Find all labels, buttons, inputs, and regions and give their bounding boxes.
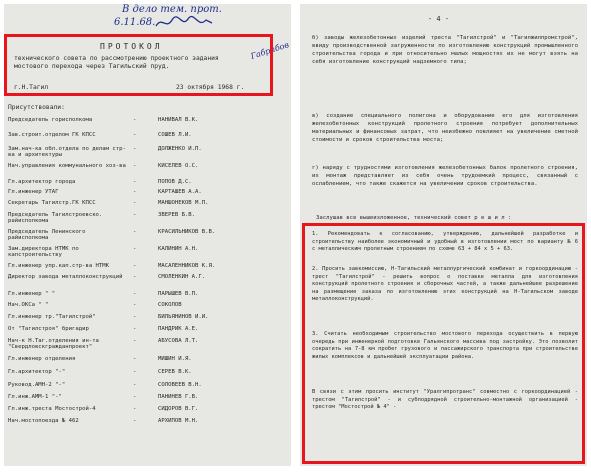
attendee-role: От "Тагилстроя" бригадир — [8, 326, 89, 332]
margin-note: Габрибов — [249, 40, 291, 61]
attendee-name: КИСЕЛЕВ О.С. — [158, 163, 199, 169]
attendee-name: МИШИН И.Я. — [158, 356, 192, 362]
left-document-page: В дело тем. прот. 6.11.68. ПРОТОКОЛ технического совета по рассмотрению проектного задания мостового перехода через Тагильский пруд. Габрибов г.Н.Тагил 23 октября 1968 г. Присутствовали: Председатель горисполкома - НАНИВАЛ В.К. Зав.строит.отделом ГК КПСС - СОШЕВ Л.И. Зам.нач-ка обл.отдела по делам стр-ва и архитектуры - ДОЛЖЕНКО И.П. Нач.управления коммунального хоз-ва - КИСЕЛЕВ О.С. Гл.архитектор города - ПОПОВ Д.С. Гл.инженер УТАГ - КАРТАШЕВ А.А. Секретарь Тагилстр.ГК КПСС - МАНШОНЕКОВ М.П. Председатель Тагилстроевско. райисполкома - ЗВЕРЕВ Б.В. Председатель Ленинского райисполкома - КРАСИЛЬНИКОВ В.В. Зам.директора НТМК по капстроительству - КАЛИНИН А.Н. Гл.инженер упр.кап.стр-ва НТМК - МАСАЛЕННИКОВ К.Я. Директор завода металлоконструкций - СМОЛЕНКИН А.Г. Гл.инженер " " - ПАРЫШЕВ В.П. Нач.ОКСа " " - СОКОЛОВ Гл.инженер тр."Тагилстрой" - БИЛЬЯНИНОВ И.И. От "Тагилстроя" бригадир - ПАНДРИК А.Е. Нач-к Н.Таг.отделения ин-та "Свердловскгражданпроект" - АБУСОВА Л.Т. Гл.инженер отделения - МИШИН И.Я. Гл.архитектор "-" - СЕРЕВ В.К. Руковод.АМН-2 "-" - СОЛОВЕЕВ В.Н. Гл.инж.АММ-1 "-" - ПАНИНЕВ Г.В. Гл.инж.треста Мостострой-4 - СИДОРОВ В.Г. Нач.мостопоезда № 462 - АРХИПОВ М.Н. — [4, 4, 291, 466]
attendee-name: ДОЛЖЕНКО И.П. — [158, 146, 202, 152]
attendee-name: ЗВЕРЕВ Б.В. — [158, 212, 196, 218]
attendee-role: Зам.нач-ка обл.отдела по делам стр-ва и архитектуры — [8, 146, 126, 159]
attendee-role: Секретарь Тагилстр.ГК КПСС — [8, 200, 96, 206]
attendee-role: Нач-к Н.Таг.отделения ин-та "Свердловскгражданпроект" — [8, 338, 99, 351]
attendee-name: КАЛИНИН А.Н. — [158, 246, 199, 252]
attendee-name: СОЛОВЕЕВ В.Н. — [158, 382, 202, 388]
attendee-name: СЕРЕВ В.К. — [158, 369, 192, 375]
attendee-name: ПАНДРИК А.Е. — [158, 326, 199, 332]
city-label: г.Н.Тагил — [14, 84, 49, 91]
attendee-role: Гл.инженер отделения — [8, 356, 76, 362]
highlight-box-header — [4, 34, 273, 96]
attendee-role: Зам.директора НТМК по капстроительству — [8, 246, 79, 259]
handwritten-note: В дело тем. прот. — [122, 4, 222, 15]
attendee-role: Гл.инж.АММ-1 "-" — [8, 394, 62, 400]
attendee-name: СИДОРОВ В.Г. — [158, 406, 199, 412]
handwritten-date: 6.11.68. — [114, 17, 156, 28]
attendee-role: Председатель горисполкома — [8, 117, 93, 123]
attendee-name: ПАНИНЕВ Г.В. — [158, 394, 199, 400]
attendee-role: Нач.ОКСа " " — [8, 302, 49, 308]
attendee-role: Председатель Ленинского райисполкома — [8, 229, 86, 242]
attendee-name: СОКОЛОВ — [158, 302, 182, 308]
attendee-name: СМОЛЕНКИН А.Г. — [158, 274, 206, 280]
attendee-role: Нач.управления коммунального хоз-ва — [8, 163, 126, 169]
signature-image — [154, 14, 214, 32]
highlight-box-decisions — [302, 223, 585, 464]
resolution-intro: Заслушав все вышеизложенное, технический совет р е ш и л : — [316, 215, 512, 221]
attendee-role: Директор завода металлоконструкций — [8, 274, 123, 280]
attendee-role: Зав.строит.отделом ГК КПСС — [8, 132, 96, 138]
attendee-role: Гл.архитектор "-" — [8, 369, 66, 375]
decision-3-continued: В связи с этим просить институт "Уралгипротранс" совместно с горкоординацией - трестом "Тагилстрой" - и субподрядной строительно-монтажной организацией - трестом "Мостострой № 4" - — [312, 389, 578, 411]
attendee-name: КАРТАШЕВ А.А. — [158, 189, 202, 195]
attendee-role: Председатель Тагилстроевско. райисполкома — [8, 212, 103, 225]
decision-1: 1. Рекомендовать к согласованию, утверждению, дальнейшей разработке и строительству наиболее экономичный и удобный в изготовлении мост по варианту № 6 с металлическим пролетным строением по схеме 63 + 84 х 5 + 63. — [312, 231, 578, 253]
paragraph-g: г) наряду с трудностями изготовления железобетонных балок пролетного строения, их монтаж представляет из себя очень трудоемкий процесс, связанный с ослаблением, что также скажется на увеличении сроков строительства. — [312, 165, 578, 187]
attendee-name: АРХИПОВ М.Н. — [158, 418, 199, 424]
attendee-name: МАСАЛЕННИКОВ К.Я. — [158, 263, 216, 269]
attendee-name: ПОПОВ Д.С. — [158, 179, 192, 185]
protocol-header-line-1: технического совета по рассмотрению проектного задания — [14, 55, 219, 62]
attendee-name: АБУСОВА Л.Т. — [158, 338, 199, 344]
attendee-name: НАНИВАЛ В.К. — [158, 117, 199, 123]
protocol-header-line-2: мостового перехода через Тагильский пруд. — [14, 63, 170, 70]
attendee-role: Гл.инженер УТАГ — [8, 189, 59, 195]
attendee-role: Гл.инженер " " — [8, 291, 56, 297]
attendee-name: СОШЕВ Л.И. — [158, 132, 192, 138]
decision-3: 3. Считать необходимым строительство мостового перехода осуществить в первую очередь при инженерной подготовке Гальянского массива под застройку. Это позволит сократить на 7-8 км пробег грузового и пассажирского транспорта при строительстве жилых комплексов и дальнейшей эксплуатации района. — [312, 331, 578, 360]
protocol-date: 23 октября 1968 г. — [176, 84, 245, 91]
page-number: - 4 - — [428, 15, 450, 23]
right-document-page — [300, 4, 587, 466]
present-label: Присутствовали: — [8, 104, 65, 111]
attendee-role: Гл.архитектор города — [8, 179, 76, 185]
attendee-role: Руковод.АМН-2 "-" — [8, 382, 66, 388]
attendee-name: ПАРЫШЕВ В.П. — [158, 291, 199, 297]
attendee-role: Гл.инж.треста Мостострой-4 — [8, 406, 96, 412]
attendee-name: МАНШОНЕКОВ М.П. — [158, 200, 209, 206]
attendee-name: КРАСИЛЬНИКОВ В.В. — [158, 229, 216, 235]
attendee-role: Гл.инженер упр.кап.стр-ва НТМК — [8, 263, 110, 269]
attendee-name: БИЛЬЯНИНОВ И.И. — [158, 314, 209, 320]
attendee-role: Нач.мостопоезда № 462 — [8, 418, 79, 424]
decision-2: 2. Просить завкомиссию, Н-Тагильский металлургический комбинат и горкоординацию - трест "Тагилстрой" - решить вопрос о поставке металла для изготовления конструкций пролетного строения и сборочных частей, а также дальнейшее разрешение на размещение заказа по изготовлению этих конструкций на Н-Тагильском заводе металлоконструкций. — [312, 266, 578, 303]
paragraph-b: б) заводы железобетонных изделий треста "Тагилстрой" и "Тагилжилпромстрой", ввиду производственной загруженности по изготовлению конструкций промышленного строительства города и при относительно малых мощностях их не могут взять на себя изготовление конструкций надземного типа; — [312, 35, 578, 65]
protocol-title: ПРОТОКОЛ — [100, 42, 163, 51]
attendee-role: Гл.инженер тр."Тагилстрой" — [8, 314, 96, 320]
paragraph-v: в) создание специального полигона и оборудование его для изготовления железобетонных конструкций пролетного строения потребует дополнительных материальных и финансовых затрат, что неизбежно повлияет на увеличение сметной стоимости и сроков строительства моста; — [312, 113, 578, 143]
